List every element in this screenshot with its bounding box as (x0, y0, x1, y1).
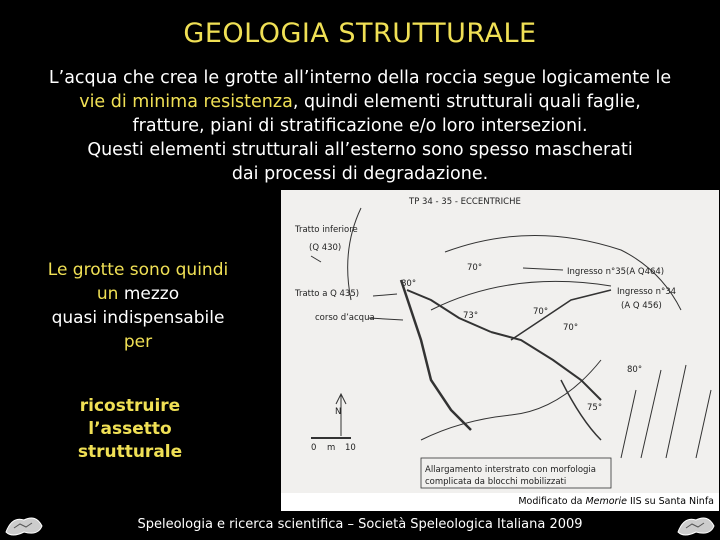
leader-tratto-435 (373, 294, 397, 296)
label-tratto-q435: Tratto a Q 435) (295, 289, 360, 299)
left-line-4: per (123, 332, 153, 352)
left-text-block (18, 258, 258, 354)
intro-line-5: dai processi di degradazione. (231, 164, 489, 184)
cave-branch-1 (407, 290, 491, 332)
figure-credit (281, 493, 719, 511)
intro-paragraph (4, 66, 716, 186)
footer-caption: Speleologia e ricerca scientifica – Società Speleologica Italiana 2009 (137, 517, 583, 532)
label-q456: (A Q 456) (621, 301, 662, 311)
left-line-2-rest: mezzo (118, 284, 180, 304)
fault-lines (621, 365, 711, 458)
outline-mid-arc (431, 281, 611, 310)
left-line-2 (18, 282, 258, 306)
map-note-line-1: Allargamento interstrato con morfologia (425, 465, 596, 475)
leader-q430 (311, 256, 321, 262)
cave-passage-lines (311, 208, 711, 488)
label-ingresso-35: Ingresso n°35(A Q464) (567, 267, 665, 277)
angle-70-a: 70° (467, 263, 483, 273)
cave-map-figure (281, 190, 719, 493)
cave-branch-3 (511, 290, 611, 340)
emphasis-block (30, 395, 230, 464)
outline-bottom-arc (421, 360, 601, 440)
emphasis-line-3: strutturale (77, 442, 183, 462)
label-corso-acqua: corso d’acqua (315, 313, 375, 323)
slide-title: GEOLOGIA STRUTTURALE (183, 18, 537, 49)
label-tratto-inferiore: Tratto inferiore (295, 225, 358, 235)
angle-80-a: 80° (401, 279, 417, 289)
scale-zero: 0 (311, 443, 317, 453)
angle-73: 73° (463, 311, 479, 321)
label-q430: (Q 430) (309, 243, 342, 253)
intro-line-1: L’acqua che crea le grotte all’interno della roccia segue logicamente le (48, 68, 672, 88)
intro-line-4: Questi elementi strutturali all’esterno sono spesso mascherati (87, 140, 633, 160)
credit-suffix: IIS su Santa Ninfa (626, 496, 714, 507)
cave-map-drawing (281, 190, 719, 493)
map-header: TP 34 - 35 - ECCENTRICHE (409, 197, 521, 207)
intro-line-2-rest: , quindi elementi strutturali quali faglie, (292, 92, 641, 112)
map-note-line-2: complicata da blocchi mobilizzati (425, 477, 567, 487)
intro-highlight: vie di minima resistenza (79, 92, 293, 112)
emphasis-line-1: ricostruire (79, 396, 181, 416)
label-ingresso-34: Ingresso n°34 (617, 287, 677, 297)
emphasis-line-2: l’assetto (88, 419, 172, 439)
angle-70-c: 70° (563, 323, 579, 333)
angle-80-b: 80° (627, 365, 643, 375)
cave-branch-2 (491, 332, 601, 400)
left-line-1: Le grotte sono quindi (47, 260, 229, 280)
scale-unit: m (327, 443, 336, 453)
left-line-3: quasi indispensabile (51, 308, 225, 328)
outline-left-arc (348, 208, 361, 300)
credit-prefix: Modificato da (518, 496, 586, 507)
left-line-2-highlight: un (96, 284, 119, 304)
intro-line-2 (4, 90, 716, 114)
cave-logo-right-icon (674, 512, 718, 538)
angle-70-b: 70° (533, 307, 549, 317)
credit-source: Memorie (585, 496, 627, 507)
angle-75: 75° (587, 403, 603, 413)
leader-ingresso-35 (523, 268, 563, 270)
intro-line-3: fratture, piani di stratificazione e/o loro intersezioni. (132, 116, 588, 136)
scale-ten: 10 (345, 443, 356, 453)
north-label: N (335, 407, 342, 417)
